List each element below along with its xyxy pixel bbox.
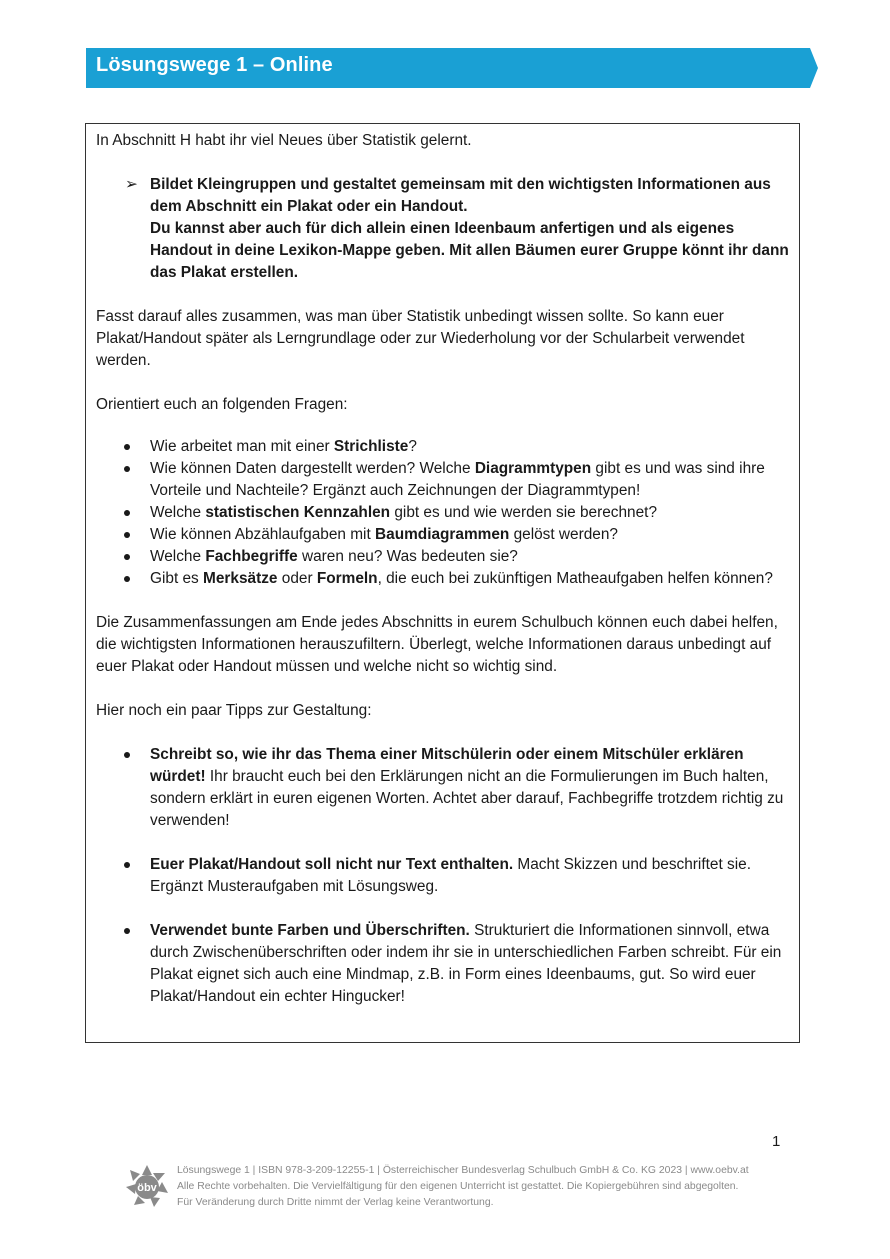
footer-line-3: Für Veränderung durch Dritte nimmt der Verlag keine Verantwortung. (177, 1197, 494, 1208)
list-item: Welche Fachbegriffe waren neu? Was bedeuten sie? (96, 546, 796, 568)
tips-intro: Hier noch ein paar Tipps zur Gestaltung: (96, 702, 372, 719)
bullet-icon (124, 510, 130, 516)
bullet-icon (124, 928, 130, 934)
bullet-icon (124, 554, 130, 560)
questions-list (96, 436, 796, 590)
arrow-bullet-icon: ➢ (125, 176, 138, 193)
svg-text:öbv: öbv (137, 1182, 157, 1194)
questions-intro: Orientiert euch an folgenden Fragen: (96, 396, 348, 413)
list-item: Welche statistischen Kennzahlen gibt es und wie werden sie berechnet? (96, 502, 796, 524)
bullet-icon (124, 466, 130, 472)
list-item: Verwendet bunte Farben und Überschriften. Strukturiert die Informationen sinnvoll, etwa durch Zwischenüberschriften oder indem ihr sie in unterschiedlichen Farben schreibt. Für ein Plakat eignet sich auch eine Mindmap, z.B. in Form eines Ideenbaums, gut. So wird euer Plakat/Handout ein echter Hingucker! (96, 920, 796, 1008)
bullet-icon (124, 752, 130, 758)
list-item: Wie arbeitet man mit einer Strichliste? (96, 436, 796, 458)
page-number: 1 (772, 1133, 781, 1150)
bullet-icon (124, 862, 130, 868)
task-item (96, 174, 796, 284)
task-line-1: Bildet Kleingruppen und gestaltet gemeinsam mit den wichtigsten Informationen aus dem Abschnitt ein Plakat oder ein Handout. (150, 176, 771, 215)
list-item: Euer Plakat/Handout soll nicht nur Text enthalten. Macht Skizzen und beschriftet sie. Ergänzt Musteraufgaben mit Lösungsweg. (96, 854, 796, 898)
list-item: Wie können Daten dargestellt werden? Welche Diagrammtypen gibt es und was sind ihre Vorteile und Nachteile? Ergänzt auch Zeichnungen der Diagrammtypen! (96, 458, 796, 502)
header-banner (86, 48, 818, 88)
intro-text: In Abschnitt H habt ihr viel Neues über Statistik gelernt. (96, 132, 472, 149)
task-line-2: Du kannst aber auch für dich allein einen Ideenbaum anfertigen und als eigenes Handout in deine Lexikon-Mappe geben. Mit allen Bäumen eurer Gruppe könnt ihr dann das Plakat erstellen. (150, 220, 789, 281)
page-title: Lösungswege 1 – Online (96, 54, 333, 76)
content-body (96, 130, 796, 1008)
bullet-icon (124, 576, 130, 582)
list-item: Schreibt so, wie ihr das Thema einer Mitschülerin oder einem Mitschüler erklären würdet! Ihr braucht euch bei den Erklärungen nicht an die Formulierungen im Buch halten, sondern erklärt in euren eigenen Worten. Achtet aber darauf, Fachbegriffe trotzdem richtig zu verwenden! (96, 744, 796, 832)
bullet-icon (124, 532, 130, 538)
summaries-text: Die Zusammenfassungen am Ende jedes Abschnitts in eurem Schulbuch können euch dabei helfen, die wichtigsten Informationen herauszufiltern. Überlegt, welche Informationen daraus unbedingt auf euer Plakat oder Handout müssen und welche nicht so wichtig sind. (96, 614, 778, 675)
list-item: Gibt es Merksätze oder Formeln, die euch bei zukünftigen Matheaufgaben helfen können? (96, 568, 796, 590)
oebv-logo-icon (124, 1163, 170, 1209)
bullet-icon (124, 444, 130, 450)
footer-text (177, 1163, 817, 1211)
footer-line-2: Alle Rechte vorbehalten. Die Vervielfältigung für den eigenen Unterricht ist gestattet. Die Kopiergebühren sind abgegolten. (177, 1181, 739, 1192)
tips-list (96, 744, 796, 1008)
list-item: Wie können Abzählaufgaben mit Baumdiagrammen gelöst werden? (96, 524, 796, 546)
footer-line-1: Lösungswege 1 | ISBN 978-3-209-12255-1 | Österreichischer Bundesverlag Schulbuch GmbH & Co. KG 2023 | www.oebv.at (177, 1165, 749, 1176)
summary-text: Fasst darauf alles zusammen, was man über Statistik unbedingt wissen sollte. So kann euer Plakat/Handout später als Lerngrundlage oder zur Wiederholung vor der Schularbeit verwendet werden. (96, 308, 745, 369)
